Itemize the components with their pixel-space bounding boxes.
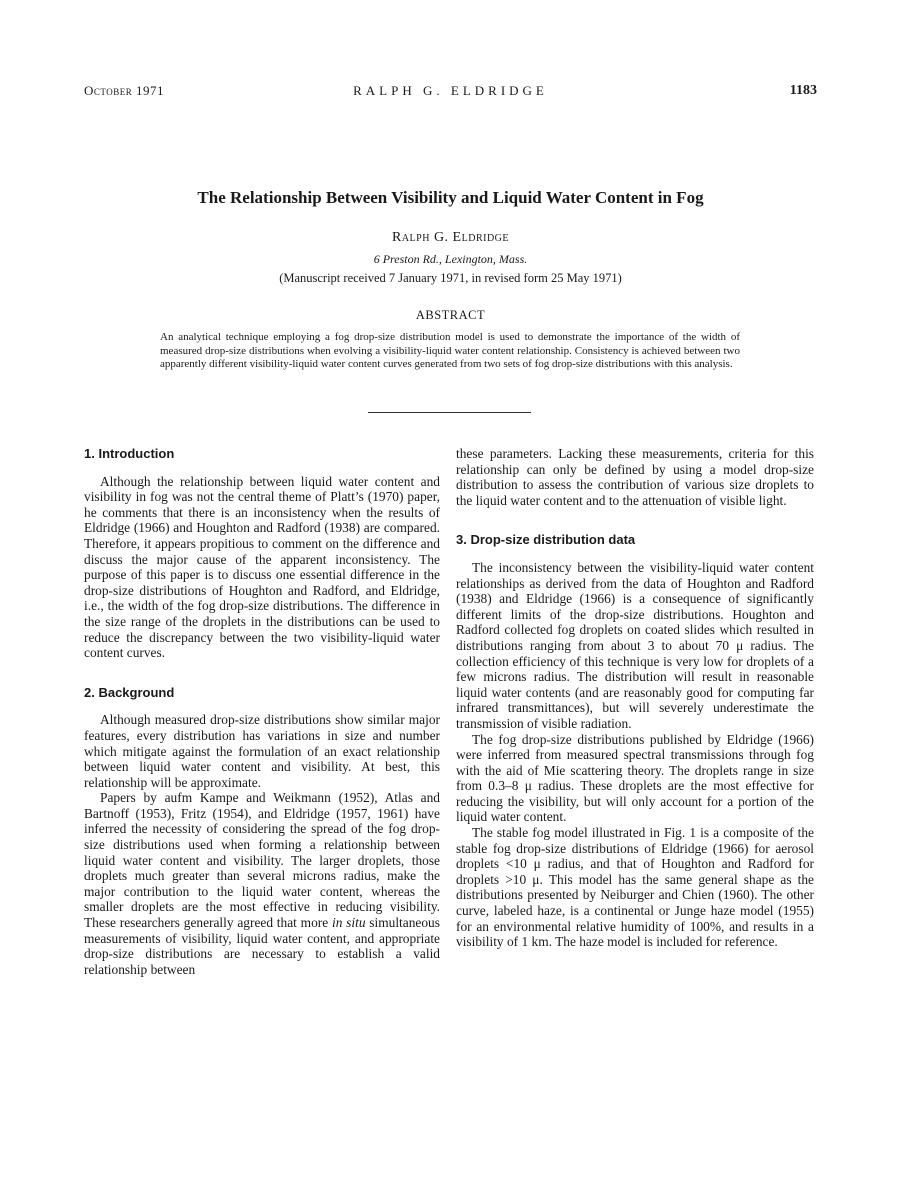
abstract-text: An analytical technique employing a fog drop-size distribution model is used to demonstrate the importance of the width of measured drop-size distributions when evolving a visibility-liquid water content relationship. Consistency is achieved between two apparently different visibility-liquid water content curves generated from two sets of fog drop-size distributions with this analysis. bbox=[160, 331, 740, 371]
dropsize-heading: 3. Drop-size distribution data bbox=[456, 532, 636, 548]
in-situ-italic: in situ bbox=[331, 915, 366, 931]
background-paragraph-2-continued: these parameters. Lacking these measurements, criteria for this relationship can only be defined by using a model drop-size distribution to assess the contribution of various size droplets to the liquid water content and to the attenuation of visible light. bbox=[456, 446, 814, 508]
intro-paragraph: Although the relationship between liquid water content and visibility in fog was not the central theme of Platt’s (1970) paper, he comments that there is an inconsistency when the results of Eldridge (1966) and Houghton and Radford (1938) are compared. Therefore, it appears propitious to comment on the difference and discuss the major cause of the apparent inconsistency. The purpose of this paper is to discuss one essential difference in the drop-size distributions of Houghton and Radford, and Eldridge, i.e., the width of the fog drop-size distributions. The difference in the size range of the droplets in the distributions can be used to reduce the discrepancy between the two visibility-liquid water content curves. bbox=[84, 473, 440, 661]
section-divider bbox=[368, 412, 531, 413]
author-name: Ralph G. Eldridge bbox=[392, 230, 509, 245]
right-column bbox=[456, 446, 814, 950]
abstract-heading: ABSTRACT bbox=[415, 308, 486, 322]
dropsize-paragraph-2: The fog drop-size distributions published by Eldridge (1966) were inferred from measured spectral transmissions through fog with the aid of Mie scattering theory. The droplets range in size from 0.3–8 μ radius. These droplets are the most effective for reducing the visibility, but will only account for a portion of the liquid water content. bbox=[456, 731, 814, 825]
background-paragraph-1: Although measured drop-size distributions show similar major features, every distribution has variations in size and number which mitigate against the formulation of an exact relationship between liquid water content and visibility. At best, this relationship will be approximate. bbox=[84, 712, 440, 790]
dropsize-paragraph-3: The stable fog model illustrated in Fig. 1 is a composite of the stable fog drop-size distributions of Eldridge (1966) for aerosol droplets <10 μ radius, and that of Houghton and Radford for droplets >10 μ. This model has the same general shape as the distributions presented by Neiburger and Chien (1960). The other curve, labeled haze, is a continental or Junge haze model (1955) for an environmental relative humidity of 100%, and results in a visibility of 1 km. The haze model is included for reference. bbox=[456, 825, 814, 950]
background-paragraph-2 bbox=[84, 790, 440, 977]
background-p2-start: Papers by aufm Kampe and Weikmann (1952), Atlas and Bartnoff (1953), Fritz (1954), and Eldridge (1957, 1961) have inferred the necessity of considering the spread of the fog drop-size distributions used when forming a relationship between liquid water content and visibility. The larger droplets, those droplets much greater than several microns radius, make the major contribution to the liquid water content, whereas the smaller droplets are the most effective in reducing visibility. These researchers generally agreed that more bbox=[84, 790, 440, 931]
intro-heading: 1. Introduction bbox=[84, 446, 175, 461]
background-heading: 2. Background bbox=[84, 684, 175, 700]
header-date: October 1971 bbox=[84, 83, 164, 98]
manuscript-dates: (Manuscript received 7 January 1971, in revised form 25 May 1971) bbox=[279, 271, 622, 285]
author-address: 6 Preston Rd., Lexington, Mass. bbox=[373, 252, 528, 266]
paper-title: The Relationship Between Visibility and Liquid Water Content in Fog bbox=[197, 188, 704, 207]
page-number: 1183 bbox=[789, 83, 817, 98]
header-author: RALPH G. ELDRIDGE bbox=[353, 83, 548, 98]
dropsize-paragraph-1: The inconsistency between the visibility-liquid water content relationships as derived from the data of Houghton and Radford (1938) and Eldridge (1966) is a consequence of significantly different limits of the drop-size distributions. Houghton and Radford collected fog droplets on coated slides which resulted in distributions ranging from about 3 to about 70 μ radius. The collection efficiency of this technique is very low for droplets of a few microns radius. The distribution will result in reasonable liquid water contents (and are reasonably good for computing far infrared transmittances), but will severely underestimate the transmission of visible radiation. bbox=[456, 559, 814, 731]
running-header bbox=[84, 83, 817, 101]
background-p2-end: simultaneous measurements of visibility, liquid water content, and appropriate drop-size distributions are necessary to establish a valid relationship between bbox=[84, 915, 440, 977]
left-column bbox=[84, 446, 440, 977]
